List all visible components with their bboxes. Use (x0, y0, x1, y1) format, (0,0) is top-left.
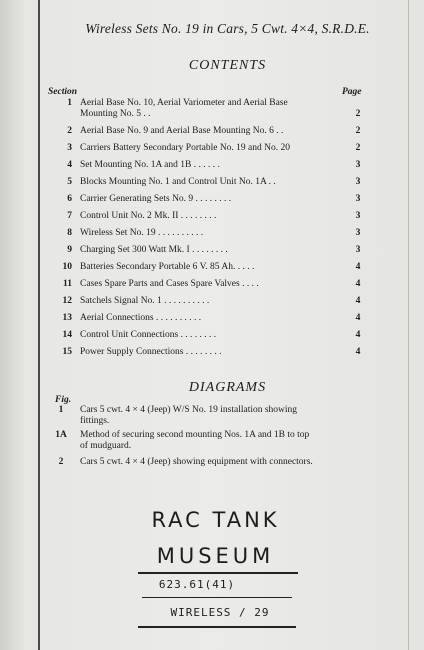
figure-caption: Method of securing second mounting Nos. 1A and 1B to top of mudguard. (80, 430, 310, 451)
section-number: 6 (67, 194, 72, 204)
section-page: 4 (355, 313, 361, 323)
section-title: Wireless Set No. 19 . . . . . . . . . . (80, 228, 204, 238)
section-title: Charging Set 300 Watt Mk. I . . . . . . . . (80, 245, 228, 255)
stamp-reference: 623.61(41) (158, 578, 236, 591)
section-title: Aerial Base No. 9 and Aerial Base Mounting No. 6 . . (80, 126, 284, 136)
section-title: Batteries Secondary Portable 6 V. 85 Ah. . . . . (80, 262, 255, 272)
stamp-rule (142, 597, 292, 598)
section-number: 1 (67, 98, 72, 108)
section-number: 12 (62, 296, 72, 306)
stamp-rule (138, 626, 296, 628)
section-column-label: Section (48, 87, 78, 97)
page-column-label: Page (342, 87, 362, 97)
section-title: Cases Spare Parts and Cases Spare Valves . . . . (80, 279, 259, 289)
contents-row (0, 98, 424, 120)
stamp-line-2: MUSEUM (156, 544, 275, 568)
section-page: 4 (355, 330, 361, 340)
section-page: 2 (355, 143, 361, 153)
stamp-catalogue: WIRELESS / 29 (170, 606, 270, 619)
section-number: 5 (67, 177, 72, 187)
section-title: Aerial Base No. 10, Aerial Variometer and Aerial Base Mounting No. 5 . . (80, 98, 288, 119)
section-title: Set Mounting No. 1A and 1B . . . . . . (80, 160, 220, 170)
section-page: 3 (355, 160, 361, 170)
section-page: 4 (355, 262, 361, 272)
section-number: 2 (67, 126, 72, 136)
fig-column-label: Fig. (55, 395, 72, 405)
diagrams-heading: DIAGRAMS (188, 380, 267, 395)
section-page: 3 (355, 245, 361, 255)
section-page: 2 (355, 109, 361, 119)
section-title: Control Unit Connections . . . . . . . . (80, 330, 217, 340)
section-number: 15 (62, 347, 72, 357)
section-title: Satchels Signal No. 1 . . . . . . . . . . (80, 296, 210, 306)
section-number: 3 (67, 143, 72, 153)
section-number: 9 (67, 245, 72, 255)
figure-caption: Cars 5 cwt. 4 × 4 (Jeep) showing equipment with connectors. (80, 457, 313, 467)
section-title: Blocks Mounting No. 1 and Control Unit No. 1A . . (80, 177, 276, 187)
figure-caption: Cars 5 cwt. 4 × 4 (Jeep) W/S No. 19 installation showing fittings. (80, 405, 298, 426)
section-number: 4 (67, 160, 72, 170)
section-number: 8 (67, 228, 72, 238)
section-page: 2 (355, 126, 361, 136)
section-page: 3 (355, 177, 361, 187)
stamp-line-1: RAC TANK (151, 508, 280, 532)
figure-number: 1A (55, 430, 67, 440)
contents-heading: CONTENTS (188, 58, 267, 73)
section-page: 4 (355, 296, 361, 306)
section-title: Carriers Battery Secondary Portable No. 19 and No. 20 (80, 143, 291, 153)
section-page: 4 (355, 279, 361, 289)
section-number: 10 (62, 262, 72, 272)
section-title: Carrier Generating Sets No. 9 . . . . . . . . (80, 194, 232, 204)
section-page: 3 (355, 228, 361, 238)
section-page: 3 (355, 211, 361, 221)
document-title: Wireless Sets No. 19 in Cars, 5 Cwt. 4×4, S.R.D.E. (85, 21, 370, 36)
section-title: Aerial Connections . . . . . . . . . . (80, 313, 202, 323)
figure-number: 2 (58, 457, 64, 467)
figure-number: 1 (58, 405, 64, 415)
section-number: 11 (63, 279, 72, 289)
section-number: 14 (62, 330, 72, 340)
section-number: 7 (67, 211, 72, 221)
section-page: 3 (355, 194, 361, 204)
section-title: Control Unit No. 2 Mk. II . . . . . . . . (80, 211, 217, 221)
museum-stamp (128, 508, 303, 638)
section-page: 4 (355, 347, 361, 357)
section-title: Power Supply Connections . . . . . . . . (80, 347, 222, 357)
stamp-rule (138, 572, 298, 574)
section-number: 13 (62, 313, 72, 323)
